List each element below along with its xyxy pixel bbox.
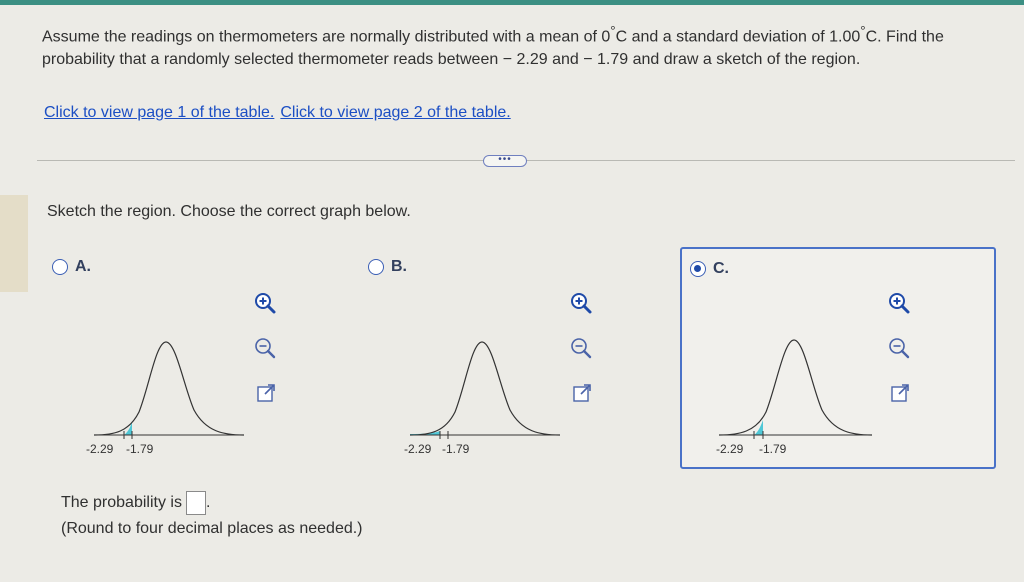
left-strip (0, 195, 28, 292)
option-a-selector[interactable] (52, 258, 91, 276)
option-b[interactable] (360, 247, 660, 469)
instruction-text: Sketch the region. Choose the correct graph below. (47, 203, 411, 220)
tick-label: -1.79 (126, 442, 154, 456)
graph-c (714, 332, 874, 457)
question-part2: C and a standard deviation of 1.00 (615, 28, 861, 46)
answer-line (61, 490, 363, 516)
open-external-icon[interactable] (572, 383, 594, 405)
table-links (44, 102, 511, 124)
tick-label: -2.29 (404, 442, 432, 456)
option-c-selector[interactable] (690, 260, 729, 278)
radio-a[interactable] (52, 259, 68, 275)
zoom-in-icon[interactable] (570, 292, 592, 314)
expand-more-button[interactable]: ••• (483, 155, 527, 167)
normal-curve (719, 340, 872, 435)
zoom-out-icon[interactable] (888, 337, 910, 359)
option-c-label: C. (713, 260, 729, 277)
degree-sign: ° (610, 23, 616, 38)
zoom-in-icon[interactable] (254, 292, 276, 314)
tick-label: -2.29 (86, 442, 114, 456)
graph-a (86, 332, 254, 457)
table-page1-link[interactable]: Click to view page 1 of the table. (44, 104, 275, 121)
zoom-out-icon[interactable] (570, 337, 592, 359)
option-c[interactable] (680, 247, 996, 469)
zoom-out-icon[interactable] (254, 337, 276, 359)
question-part1: Assume the readings on thermometers are normally distributed with a mean of 0 (42, 28, 611, 46)
radio-c[interactable] (690, 261, 706, 277)
option-a-label: A. (75, 258, 91, 275)
shaded-region (448, 342, 560, 435)
answer-note: (Round to four decimal places as needed.) (61, 520, 363, 537)
option-b-label: B. (391, 258, 407, 275)
normal-curve (94, 342, 244, 435)
answer-prefix: The probability is (61, 494, 182, 511)
tick-label: -2.29 (716, 442, 744, 456)
open-external-icon[interactable] (256, 383, 278, 405)
zoom-in-icon[interactable] (888, 292, 910, 314)
answer-section (61, 490, 363, 542)
question-part3: C. Find the probability that a randomly selected thermometer reads between − 2.29 and − 1.79 and draw a sketch of the region. (42, 28, 944, 69)
table-page2-link[interactable]: Click to view page 2 of the table. (280, 104, 511, 121)
degree-sign: ° (860, 23, 866, 38)
top-band (0, 0, 1024, 5)
probability-input[interactable] (186, 491, 206, 515)
option-a[interactable] (44, 247, 344, 469)
graph-b (404, 332, 570, 457)
tick-label: -1.79 (442, 442, 470, 456)
answer-suffix: . (205, 494, 211, 511)
open-external-icon[interactable] (890, 383, 912, 405)
question-text (42, 19, 1007, 71)
option-b-selector[interactable] (368, 258, 407, 276)
radio-b[interactable] (368, 259, 384, 275)
tick-label: -1.79 (759, 442, 787, 456)
